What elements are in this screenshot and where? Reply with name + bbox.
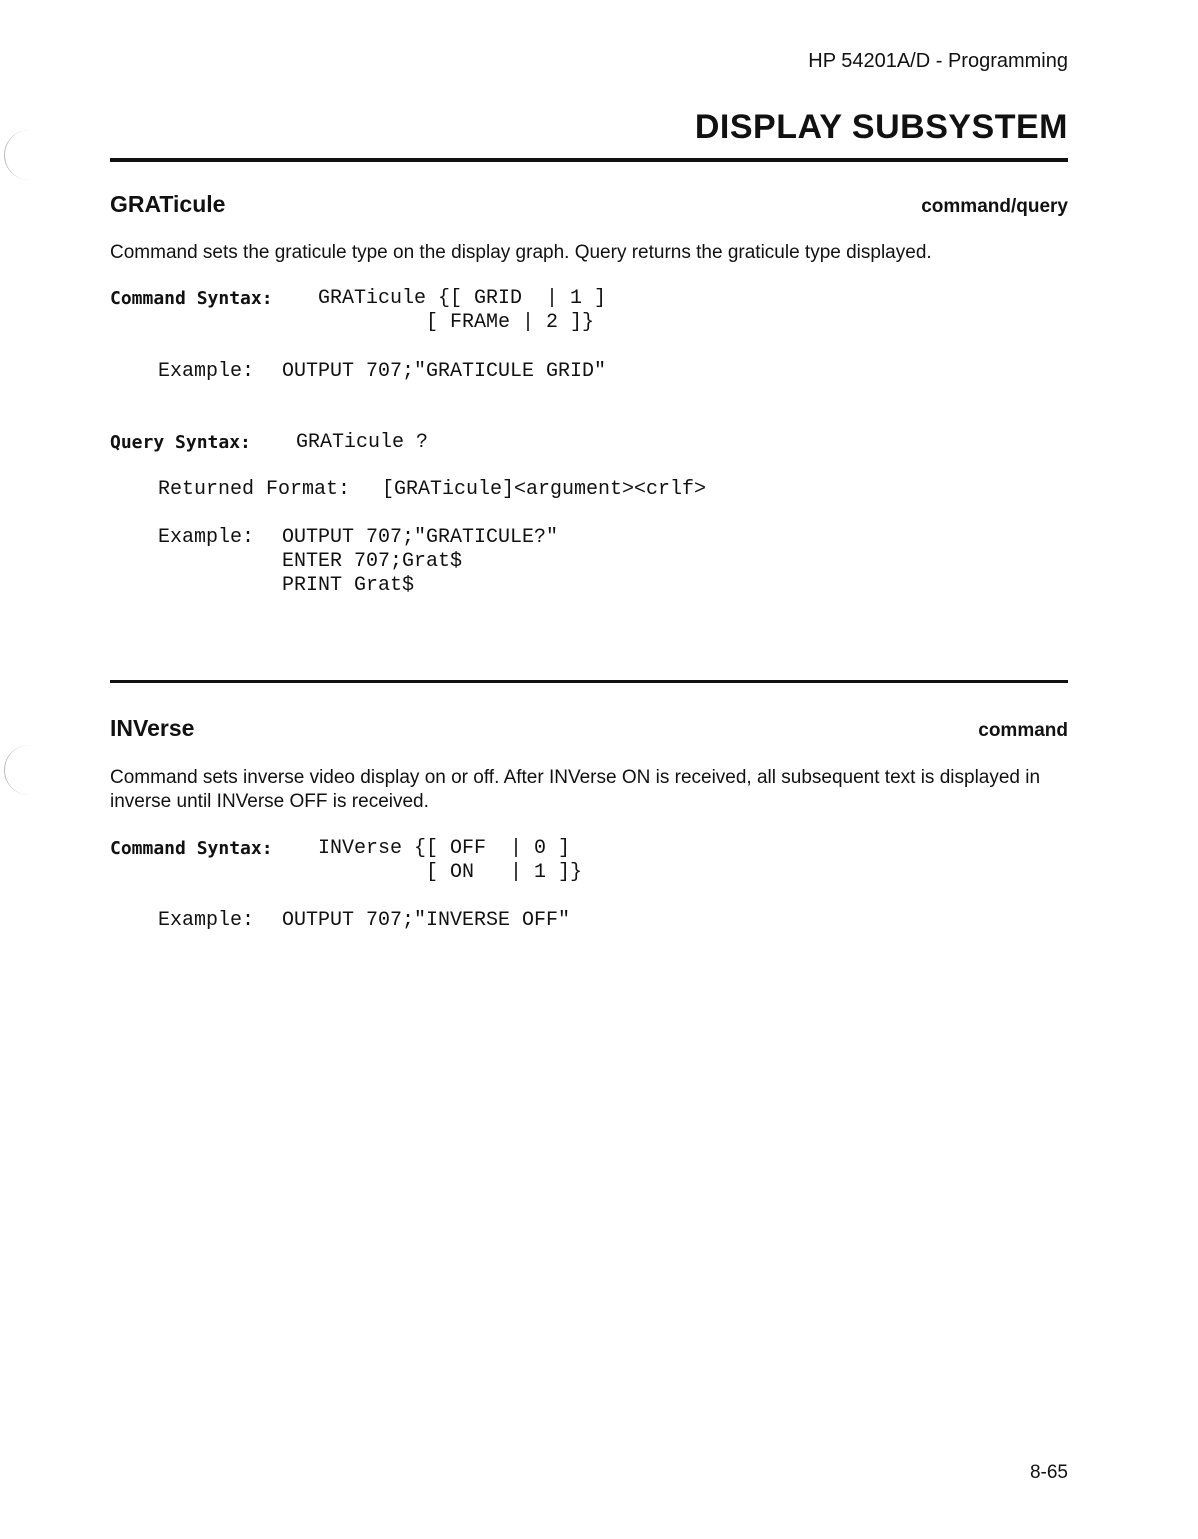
section-description-inverse: Command sets inverse video display on or off. After INVerse ON is received, all subsequent text is displayed in inverse until INVerse OFF is received. (110, 767, 1041, 812)
example-label: Example: (158, 526, 255, 549)
title-rule (110, 158, 1068, 162)
query-syntax: GRATicule ? (296, 431, 429, 454)
example-code: OUTPUT 707;"GRATICULE GRID" (282, 360, 607, 383)
command-syntax-line: [ FRAMe | 2 ]} (426, 311, 595, 334)
section-type-inverse: command (978, 720, 1068, 741)
returned-format: [GRATicule]<argument><crlf> (382, 478, 707, 501)
example-label: Example: (158, 360, 255, 383)
example-code: PRINT Grat$ (282, 574, 415, 597)
command-syntax-line: GRATicule {[ GRID | 1 ] (318, 287, 607, 310)
section-description-graticule: Command sets the graticule type on the display graph. Query returns the graticule type displayed. (110, 242, 932, 263)
example-label: Example: (158, 909, 255, 932)
section-title-inverse: INVerse (110, 715, 195, 741)
page-number: 8-65 (1029, 1462, 1068, 1483)
scan-mark (4, 745, 35, 795)
command-syntax-label: Command Syntax: (110, 288, 273, 309)
command-syntax-line: [ ON | 1 ]} (426, 861, 583, 884)
running-header: HP 54201A/D - Programming (808, 50, 1068, 72)
example-code: OUTPUT 707;"INVERSE OFF" (282, 909, 571, 932)
command-syntax-line: INVerse {[ OFF | 0 ] (318, 837, 571, 860)
scan-mark (4, 130, 35, 180)
section-type-graticule: command/query (921, 196, 1068, 217)
page-title: DISPLAY SUBSYSTEM (694, 108, 1068, 146)
returned-format-label: Returned Format: (158, 478, 351, 501)
section-title-graticule: GRATicule (110, 191, 226, 217)
command-syntax-label: Command Syntax: (110, 838, 273, 859)
query-syntax-label: Query Syntax: (110, 432, 251, 453)
section-rule (110, 680, 1068, 683)
example-code: ENTER 707;Grat$ (282, 550, 463, 573)
example-code: OUTPUT 707;"GRATICULE?" (282, 526, 559, 549)
